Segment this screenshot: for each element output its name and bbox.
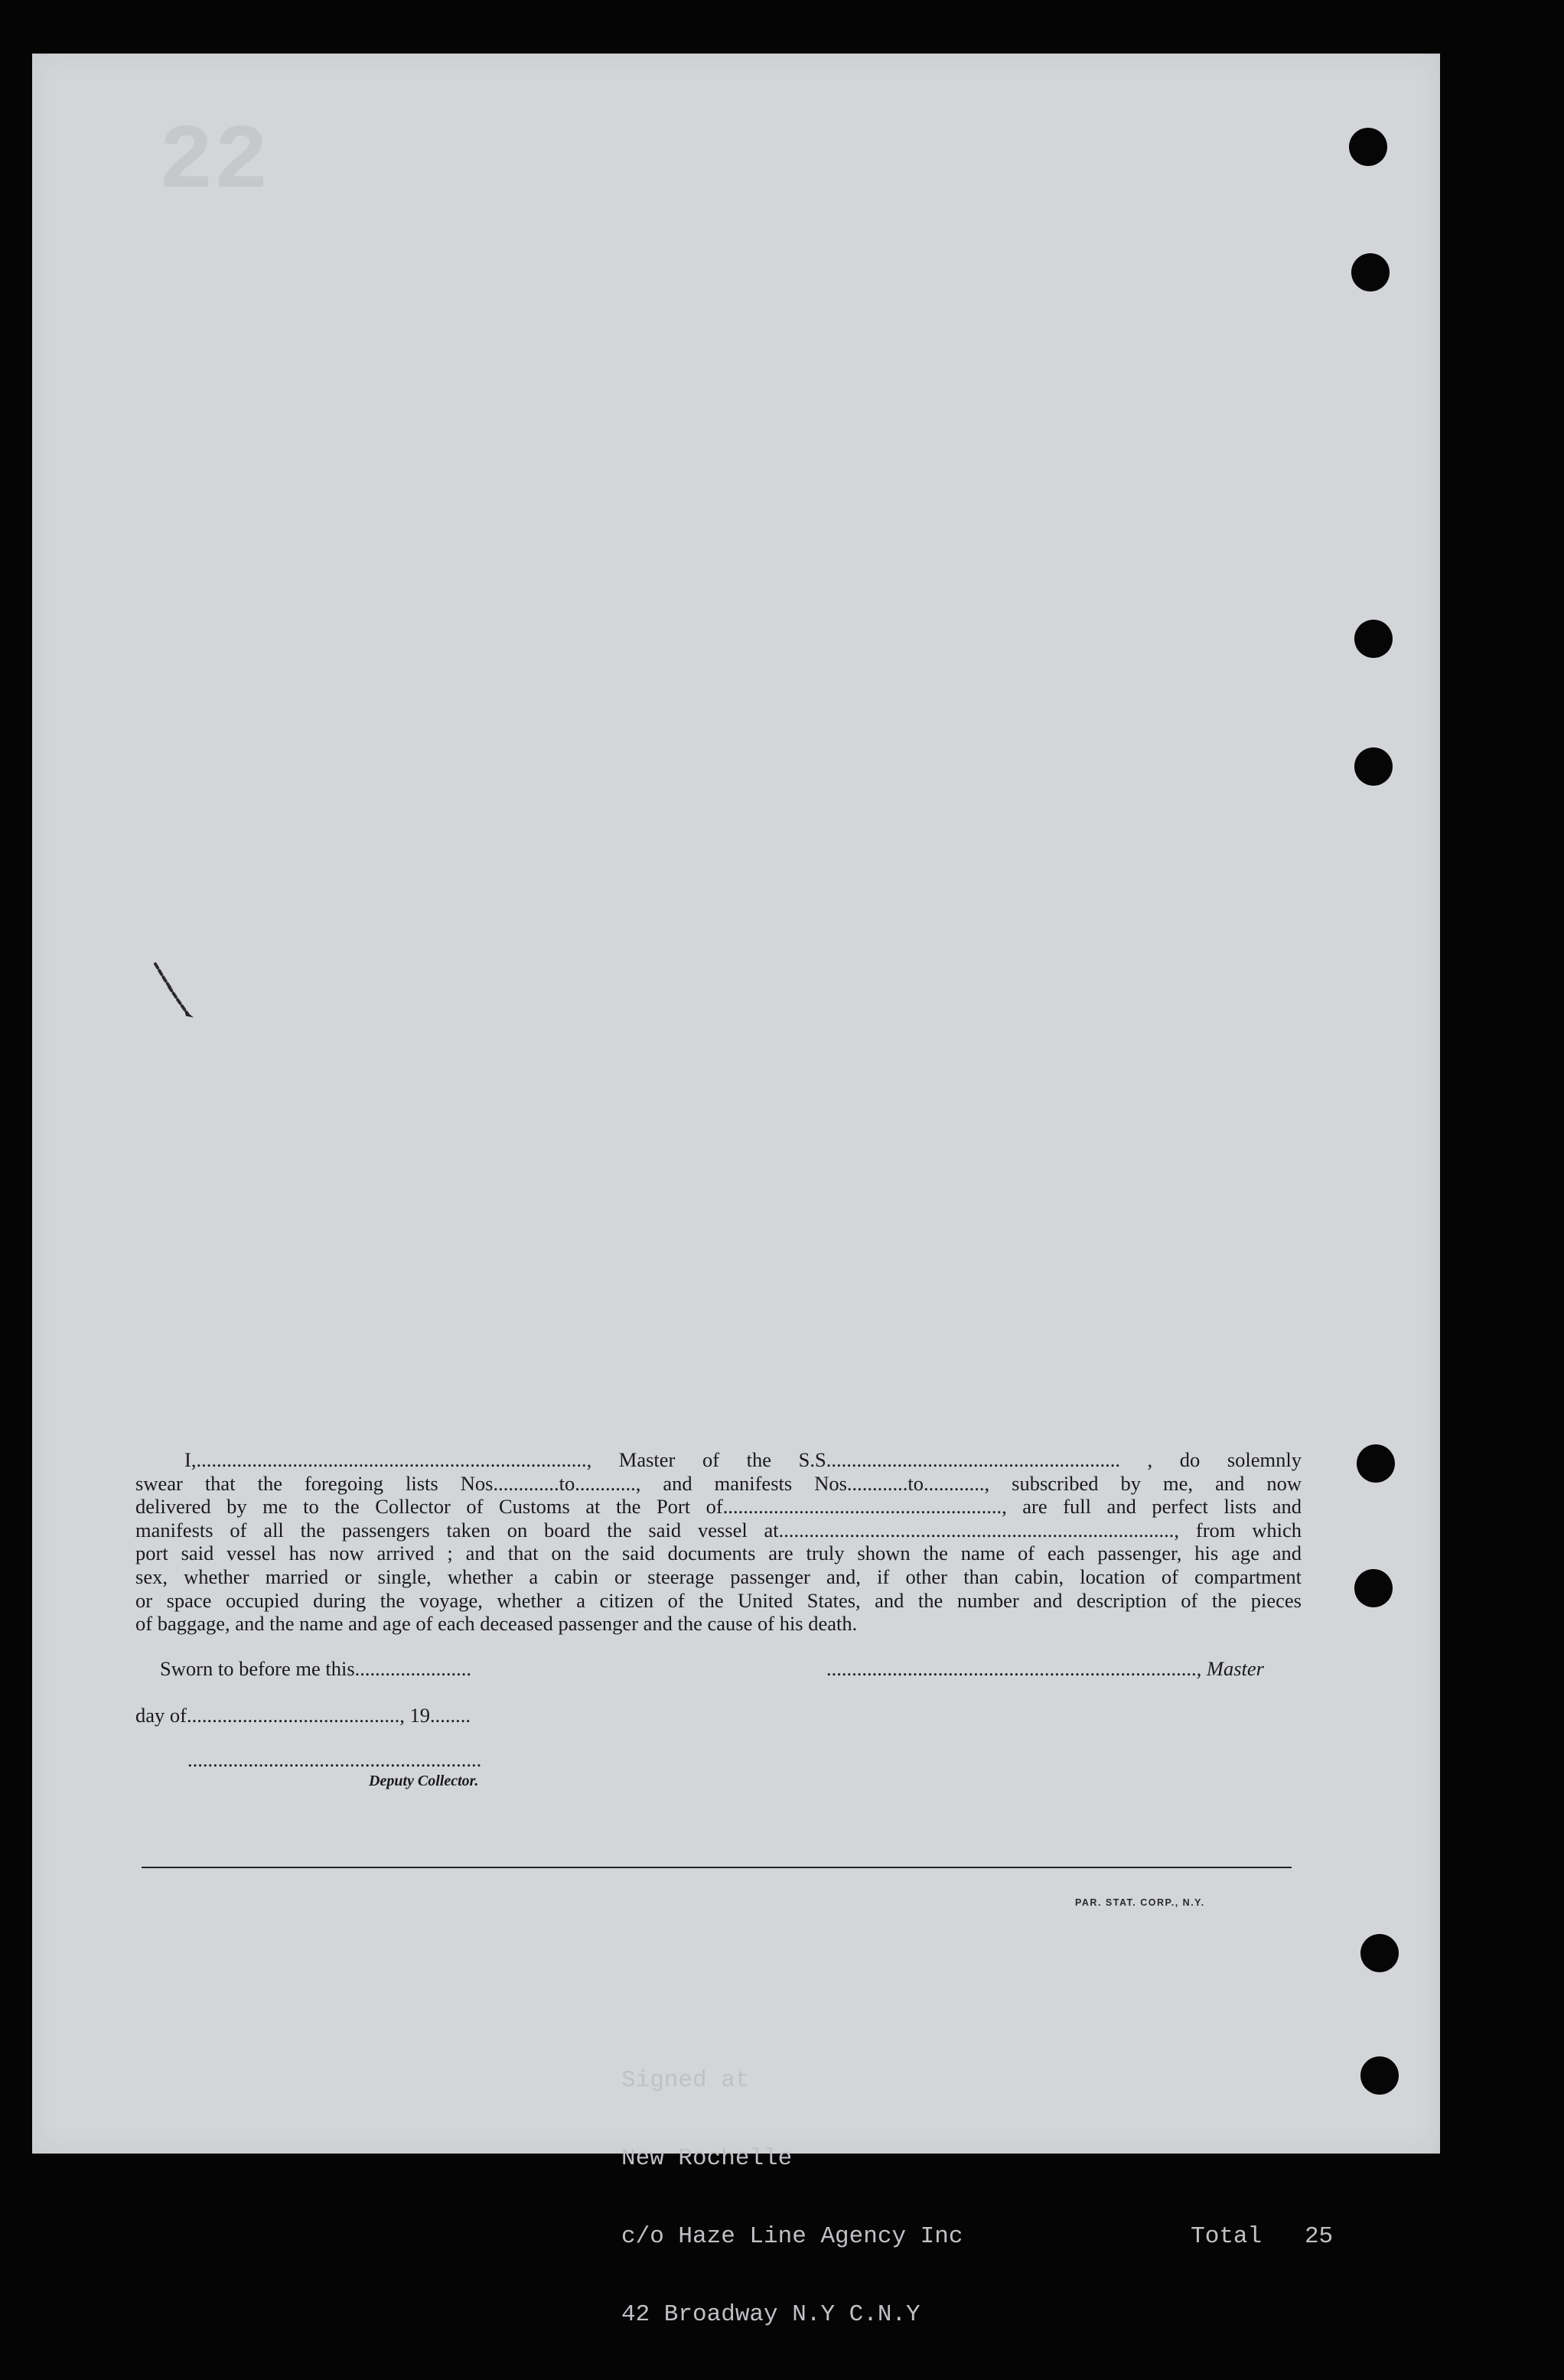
day-of-line: day of.........................................., 19........ xyxy=(135,1704,471,1727)
punch-hole xyxy=(1354,747,1393,786)
ink-smudge xyxy=(149,956,203,1025)
oath-line: of baggage, and the name and age of each deceased passenger and the cause of his death. xyxy=(135,1612,858,1636)
bleed-through-text xyxy=(621,2016,1333,2380)
punch-hole xyxy=(1357,1444,1395,1483)
oath-line: or space occupied during the voyage, whether a citizen of the United States, and the number and description of the pieces xyxy=(135,1588,1302,1612)
deputy-signature-line: .......................................................... xyxy=(187,1748,482,1771)
master-signature-dots: ......................................................................... xyxy=(826,1657,1197,1680)
oath-line: manifests of all the passengers taken on board the said vessel at.............................................................................., from which xyxy=(135,1518,1302,1542)
punch-hole xyxy=(1360,1934,1399,1972)
master-label: , Master xyxy=(1196,1657,1264,1680)
punch-hole xyxy=(1360,2056,1399,2095)
punch-hole xyxy=(1354,1569,1393,1607)
bleed-through-line: c/o Haze Line Agency Inc Total 25 xyxy=(621,2223,1334,2250)
oath-line: port said vessel has now arrived ; and that on the said documents are truly shown the name of each passenger, his age and xyxy=(135,1542,1302,1565)
printer-mark: PAR. STAT. CORP., N.Y. xyxy=(1075,1897,1205,1908)
oath-paragraph xyxy=(135,1448,1302,1636)
oath-line: sex, whether married or single, whether a cabin or steerage passenger and, if other than cabin, location of compartment xyxy=(135,1564,1302,1588)
master-signature-line xyxy=(826,1657,1264,1681)
divider-rule xyxy=(142,1867,1292,1868)
manifest-page xyxy=(32,54,1440,2328)
punch-hole xyxy=(1354,620,1393,658)
bleed-through-line: 42 Broadway N.Y C.N.Y xyxy=(621,2301,920,2328)
oath-line: swear that the foregoing lists Nos.............to............, and manifests Nos............to............, subscribed by me, and now xyxy=(135,1471,1302,1495)
oath-line: I,............................................................................., Master of the S.S.......................................................... , do solemnly xyxy=(184,1448,1302,1471)
faded-page-number: 22 xyxy=(158,111,269,215)
oath-line: delivered by me to the Collector of Customs at the Port of......................................................., are full and perfect lists and xyxy=(135,1495,1302,1519)
bleed-through-line: New Rochelle xyxy=(621,2145,793,2172)
sworn-before-line: Sworn to before me this....................... xyxy=(160,1657,472,1680)
bleed-through-line: Signed at xyxy=(621,2067,750,2094)
punch-hole xyxy=(1351,253,1390,291)
punch-hole xyxy=(1349,128,1387,166)
deputy-collector-label: Deputy Collector. xyxy=(369,1773,479,1789)
